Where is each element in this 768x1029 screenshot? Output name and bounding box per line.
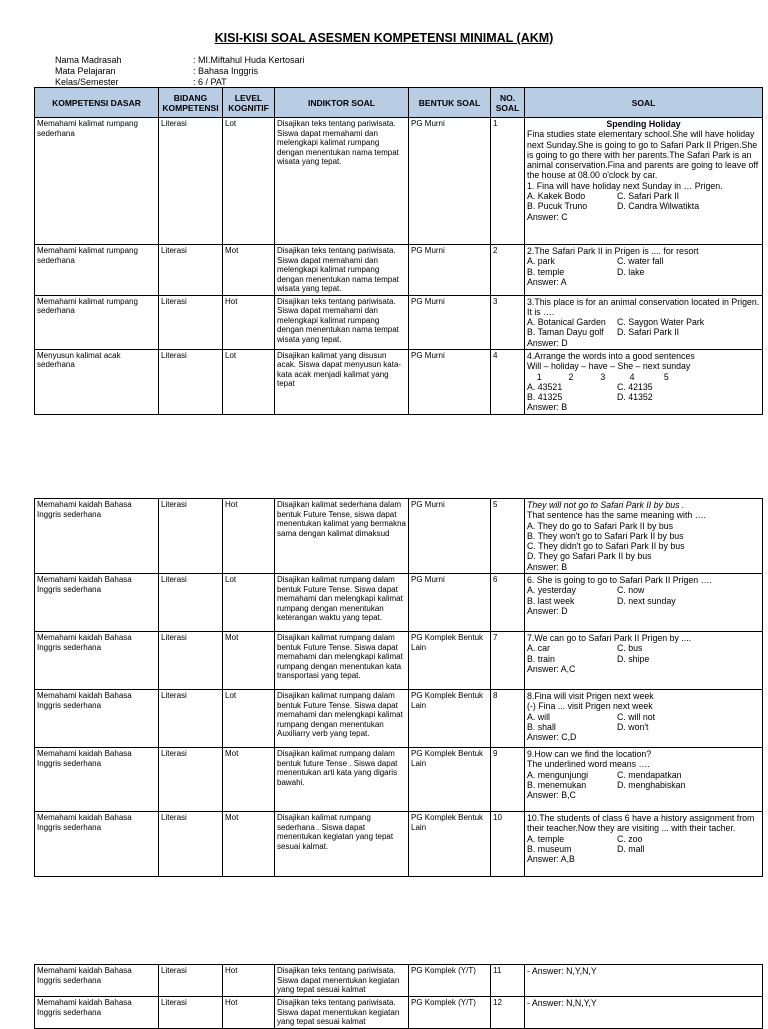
cell-level: Lot	[223, 118, 275, 245]
cell-soal	[525, 499, 763, 574]
cell-level: Mot	[223, 748, 275, 812]
soal-options	[527, 256, 760, 266]
soal-answer: Answer: A,B	[527, 854, 575, 865]
table-row	[35, 574, 763, 632]
soal-question: 3.This place is for an animal conservation located in Prigen. It is ….	[527, 296, 760, 317]
soal-question-line: (-) Fina ... visit Prigen next week	[527, 701, 653, 712]
cell-bidang: Literasi	[159, 349, 223, 414]
soal-option: B. shall	[527, 721, 556, 732]
soal-options	[527, 596, 760, 606]
soal-answer: Answer: D	[527, 337, 568, 348]
cell-kompetensi-dasar: Memahami kaidah Bahasa Inggris sederhana	[35, 748, 159, 812]
table-row	[35, 295, 763, 349]
soal-options	[527, 382, 760, 392]
soal-option: C. bus	[617, 643, 643, 654]
soal-answer: Answer: A,C	[527, 663, 576, 674]
cell-no: 8	[491, 690, 525, 748]
soal-question-line: 1 2 3 4 5	[527, 371, 669, 382]
soal-options	[527, 643, 760, 653]
soal-options	[527, 722, 760, 732]
cell-soal	[525, 690, 763, 748]
cell-soal	[525, 997, 763, 1029]
soal-option: D. Safari Park II	[617, 327, 680, 338]
header-bentuk: BENTUK SOAL	[409, 88, 491, 118]
cell-bidang: Literasi	[159, 295, 223, 349]
soal-option: A. temple	[527, 833, 565, 844]
soal-option: A. Botanical Garden	[527, 317, 606, 328]
meta-label: Mata Pelajaran	[55, 66, 116, 76]
cell-bentuk: PG Murni	[409, 245, 491, 296]
table-row	[35, 632, 763, 690]
cell-bentuk: PG Komplek (Y/T)	[409, 997, 491, 1029]
soal-option: B. menemukan	[527, 779, 587, 790]
soal-question: 6. She is going to go to Safari Park II Prigen ….	[527, 575, 712, 586]
cell-kompetensi-dasar: Memahami kaidah Bahasa Inggris sederhana	[35, 499, 159, 574]
soal-answer: - Answer: N,N,Y,Y	[527, 998, 597, 1008]
header-kd: KOMPETENSI DASAR	[35, 88, 159, 118]
cell-no: 1	[491, 118, 525, 245]
soal-option: A. will	[527, 711, 550, 722]
cell-indikator: Disajikan kalimat rumpang dalam bentuk Future Tense. Siswa dapat memahami dan melengkapi kalimat rumpang dengan menentukan keterangan waktu yang tepat.	[275, 574, 409, 632]
cell-no: 2	[491, 245, 525, 296]
cell-kompetensi-dasar: Memahami kalimat rumpang sederhana	[35, 118, 159, 245]
cell-bidang: Literasi	[159, 499, 223, 574]
soal-option: C. will not	[617, 711, 656, 722]
cell-bentuk: PG Murni	[409, 295, 491, 349]
soal-answer: Answer: C	[527, 211, 568, 222]
cell-soal	[525, 349, 763, 414]
soal-title: Spending Holiday	[606, 119, 681, 129]
soal-option: B. 41325	[527, 392, 563, 403]
cell-kompetensi-dasar: Memahami kaidah Bahasa Inggris sederhana	[35, 997, 159, 1029]
soal-option: C. now	[617, 585, 645, 596]
cell-bentuk: PG Komplek Bentuk Lain	[409, 812, 491, 877]
cell-kompetensi-dasar: Memahami kalimat rumpang sederhana	[35, 245, 159, 296]
cell-kompetensi-dasar: Memahami kaidah Bahasa Inggris sederhana	[35, 632, 159, 690]
soal-option: D. Candra Wilwatikta	[617, 201, 700, 212]
soal-answer: Answer: A	[527, 276, 567, 287]
table-row	[35, 349, 763, 414]
soal-option: A. mengunjungi	[527, 769, 589, 780]
soal-options	[527, 844, 760, 854]
kisi-table-part-1	[34, 87, 763, 415]
soal-options	[527, 327, 760, 337]
soal-option: C. Safari Park II	[617, 191, 680, 202]
soal-option: D. mall	[617, 843, 645, 854]
soal-option: A. car	[527, 643, 550, 654]
header-no: NO. SOAL	[491, 88, 525, 118]
meta-mapel	[55, 66, 305, 77]
soal-line: C. They didn't go to Safari Park II by bus	[527, 541, 685, 552]
meta-value: : 6 / PAT	[193, 77, 227, 87]
cell-bentuk: PG Murni	[409, 574, 491, 632]
soal-options	[527, 201, 760, 211]
table-row	[35, 997, 763, 1029]
soal-answer: Answer: B	[527, 402, 568, 413]
soal-question: 2.The Safari Park II in Prigen is .... for resort	[527, 246, 699, 256]
cell-no: 10	[491, 812, 525, 877]
kisi-table-part-2	[34, 498, 763, 877]
soal-options	[527, 712, 760, 722]
soal-question: 7.We can go to Safari Park II Prigen by ....	[527, 633, 692, 644]
cell-level: Lot	[223, 349, 275, 414]
cell-bentuk: PG Murni	[409, 349, 491, 414]
cell-level: Lot	[223, 690, 275, 748]
cell-bentuk: PG Komplek Bentuk Lain	[409, 632, 491, 690]
table-row	[35, 812, 763, 877]
cell-indikator: Disajikan teks tentang pariwisata. Siswa dapat memahami dan melengkapi kalimat rumpang dengan menentukan nama tempat wisata yang tepat.	[275, 295, 409, 349]
cell-soal	[525, 574, 763, 632]
cell-bentuk: PG Murni	[409, 118, 491, 245]
cell-no: 9	[491, 748, 525, 812]
soal-options	[527, 191, 760, 201]
soal-option: C. Saygon Water Park	[617, 317, 705, 328]
soal-option: A. yesterday	[527, 585, 576, 596]
soal-answer: Answer: B	[527, 561, 568, 572]
cell-soal	[525, 632, 763, 690]
cell-level: Hot	[223, 295, 275, 349]
cell-soal	[525, 245, 763, 296]
cell-kompetensi-dasar: Menyusun kalimat acak sederhana	[35, 349, 159, 414]
soal-option: D. won't	[617, 721, 649, 732]
kisi-table-part-3	[34, 964, 763, 1029]
header-bidang: BIDANG KOMPETENSI	[159, 88, 223, 118]
cell-level: Lot	[223, 574, 275, 632]
cell-level: Mot	[223, 245, 275, 296]
meta-value: : MI.Miftahul Huda Kertosari	[193, 55, 305, 65]
cell-bidang: Literasi	[159, 997, 223, 1029]
soal-options	[527, 317, 760, 327]
cell-no: 5	[491, 499, 525, 574]
soal-option: B. last week	[527, 595, 575, 606]
soal-option: C. zoo	[617, 833, 643, 844]
cell-indikator: Disajikan kalimat rumpang dalam bentuk Future Tense. Siswa dapat memahami dan melengkapi kalimat rumpang dengan menentukan kata transportasi yang tepat.	[275, 632, 409, 690]
document-meta	[55, 55, 305, 88]
soal-option: A. Kakek Bodo	[527, 191, 586, 202]
soal-options	[527, 585, 760, 595]
cell-indikator: Disajikan kalimat rumpang dalam bentuk future Tense . Siswa dapat menentukan arti kata yang digaris bawahi.	[275, 748, 409, 812]
cell-no: 7	[491, 632, 525, 690]
cell-no: 3	[491, 295, 525, 349]
soal-question: 1. Fina will have holiday next Sunday in … Prigen.	[527, 180, 723, 191]
table-row	[35, 499, 763, 574]
meta-madrasah	[55, 55, 305, 66]
page-title: KISI-KISI SOAL ASESMEN KOMPETENSI MINIMAL (AKM)	[214, 31, 554, 45]
header-indikator: INDIKTOR SOAL	[275, 88, 409, 118]
cell-level: Hot	[223, 499, 275, 574]
cell-level: Hot	[223, 965, 275, 997]
cell-indikator: Disajikan kalimat rumpang sederhana . Siswa dapat menentukan kegiatan yang tepat sesuai kalmat.	[275, 812, 409, 877]
cell-bidang: Literasi	[159, 245, 223, 296]
soal-line: B. They won't go to Safari Park II by bus	[527, 530, 684, 541]
soal-answer: Answer: C,D	[527, 732, 577, 743]
cell-bentuk: PG Komplek Bentuk Lain	[409, 748, 491, 812]
soal-option: A. 43521	[527, 381, 563, 392]
soal-answer: Answer: B,C	[527, 790, 576, 801]
cell-no: 6	[491, 574, 525, 632]
cell-kompetensi-dasar: Memahami kaidah Bahasa Inggris sederhana	[35, 965, 159, 997]
soal-options	[527, 780, 760, 790]
cell-indikator: Disajikan teks tentang pariwisata. Siswa dapat memahami dan melengkapi kalimat rumpang dengan menentukan nama tempat wisata yang tepat.	[275, 118, 409, 245]
soal-answer: Answer: D	[527, 605, 568, 616]
table-row	[35, 245, 763, 296]
soal-option: D. next sunday	[617, 595, 676, 606]
cell-level: Mot	[223, 812, 275, 877]
soal-text: Fina studies state elementary school.She will have holiday next Sunday.She is going to go to Safari Park II Prigen.She is going to go there with her parents.The Safari Park is an animal conservation.Fina and parents are going to leave off the house at 08.00 o'clock by car.	[527, 129, 759, 181]
cell-soal	[525, 965, 763, 997]
cell-bentuk: PG Komplek (Y/T)	[409, 965, 491, 997]
cell-soal	[525, 295, 763, 349]
soal-answer: - Answer: N,Y,N,Y	[527, 966, 597, 976]
soal-question-line: Will – holiday – have – She – next sunday	[527, 361, 691, 372]
soal-option: C. 42135	[617, 381, 653, 392]
cell-kompetensi-dasar: Memahami kalimat rumpang sederhana	[35, 295, 159, 349]
soal-option: B. Pucuk Truno	[527, 201, 588, 212]
cell-bentuk: PG Murni	[409, 499, 491, 574]
cell-no: 11	[491, 965, 525, 997]
cell-indikator: Disajikan kalimat yang disusun acak. Siswa dapat menyusun kata-kata acak menjadi kalimat yang tepat	[275, 349, 409, 414]
cell-indikator: Disajikan teks tentang pariwisata. Siswa dapat menentukan kegiatan yang tepat sesuai kalmat	[275, 997, 409, 1029]
cell-bentuk: PG Komplek Bentuk Lain	[409, 690, 491, 748]
meta-label: Nama Madrasah	[55, 55, 122, 65]
soal-line: A. They do go to Safari Park II by bus	[527, 520, 674, 531]
cell-kompetensi-dasar: Memahami kaidah Bahasa Inggris sederhana	[35, 690, 159, 748]
meta-value: : Bahasa Inggris	[193, 66, 259, 76]
cell-bidang: Literasi	[159, 965, 223, 997]
cell-indikator: Disajikan kalimat rumpang dalam bentuk Future Tense. Siswa dapat memahami dan melengkapi kalimat rumpang dengan menentukan Auxiliarry verb yang tepat.	[275, 690, 409, 748]
soal-question: 9.How can we find the location?	[527, 749, 652, 760]
table-row	[35, 118, 763, 245]
soal-option: D. menghabiskan	[617, 779, 686, 790]
table-row	[35, 965, 763, 997]
soal-options	[527, 267, 760, 277]
cell-bidang: Literasi	[159, 690, 223, 748]
soal-question-line: The underlined word means ….	[527, 759, 650, 770]
cell-soal	[525, 748, 763, 812]
header-level: LEVEL KOGNITIF	[223, 88, 275, 118]
soal-option: A. park	[527, 256, 555, 267]
soal-line: That sentence has the same meaning with ….	[527, 510, 706, 521]
cell-level: Hot	[223, 997, 275, 1029]
table-header-row	[35, 88, 763, 118]
cell-indikator: Disajikan kalimat sederhana dalam bentuk Future Tense, siswa dapat menentukan kalimat yang bermakna sama dengan kalimat dimaksud	[275, 499, 409, 574]
soal-option: D. 41352	[617, 392, 653, 403]
soal-option: D. shipe	[617, 653, 650, 664]
soal-option: D. lake	[617, 266, 645, 277]
soal-question: 4.Arrange the words into a good sentences	[527, 350, 695, 361]
cell-no: 12	[491, 997, 525, 1029]
cell-no: 4	[491, 349, 525, 414]
soal-options	[527, 770, 760, 780]
soal-question: 10.The students of class 6 have a history assignment from their teacher.Now they are visiting ... with their tacher.	[527, 813, 755, 834]
cell-soal	[525, 118, 763, 245]
cell-bidang: Literasi	[159, 632, 223, 690]
cell-indikator: Disajikan teks tentang pariwisata. Siswa dapat menentukan kegiatan yang tepat sesuai kalmat	[275, 965, 409, 997]
table-row	[35, 690, 763, 748]
cell-bidang: Literasi	[159, 574, 223, 632]
soal-option: B. train	[527, 653, 555, 664]
soal-option: C. mendapatkan	[617, 769, 682, 780]
soal-option: C. water fall	[617, 256, 664, 267]
soal-question: 8.Fina will visit Prigen next week	[527, 691, 654, 702]
cell-bidang: Literasi	[159, 748, 223, 812]
cell-soal	[525, 812, 763, 877]
header-soal: SOAL	[525, 88, 763, 118]
cell-level: Mot	[223, 632, 275, 690]
cell-bidang: Literasi	[159, 118, 223, 245]
soal-option: B. museum	[527, 843, 572, 854]
soal-sentence: They will not go to Safari Park II by bus .	[527, 500, 685, 510]
soal-options	[527, 654, 760, 664]
table-row	[35, 748, 763, 812]
soal-option: B. Taman Dayu golf	[527, 327, 604, 338]
cell-kompetensi-dasar: Memahami kaidah Bahasa Inggris sederhana	[35, 812, 159, 877]
soal-options	[527, 392, 760, 402]
cell-indikator: Disajikan teks tentang pariwisata. Siswa dapat memahami dan melengkapi kalimat rumpang dengan menentukan nama tempat wisata yang tepat.	[275, 245, 409, 296]
cell-kompetensi-dasar: Memahami kaidah Bahasa Inggris sederhana	[35, 574, 159, 632]
soal-line: D. They go Safari Park II by bus	[527, 551, 652, 562]
cell-bidang: Literasi	[159, 812, 223, 877]
meta-label: Kelas/Semester	[55, 77, 119, 87]
soal-option: B. temple	[527, 266, 565, 277]
soal-options	[527, 834, 760, 844]
